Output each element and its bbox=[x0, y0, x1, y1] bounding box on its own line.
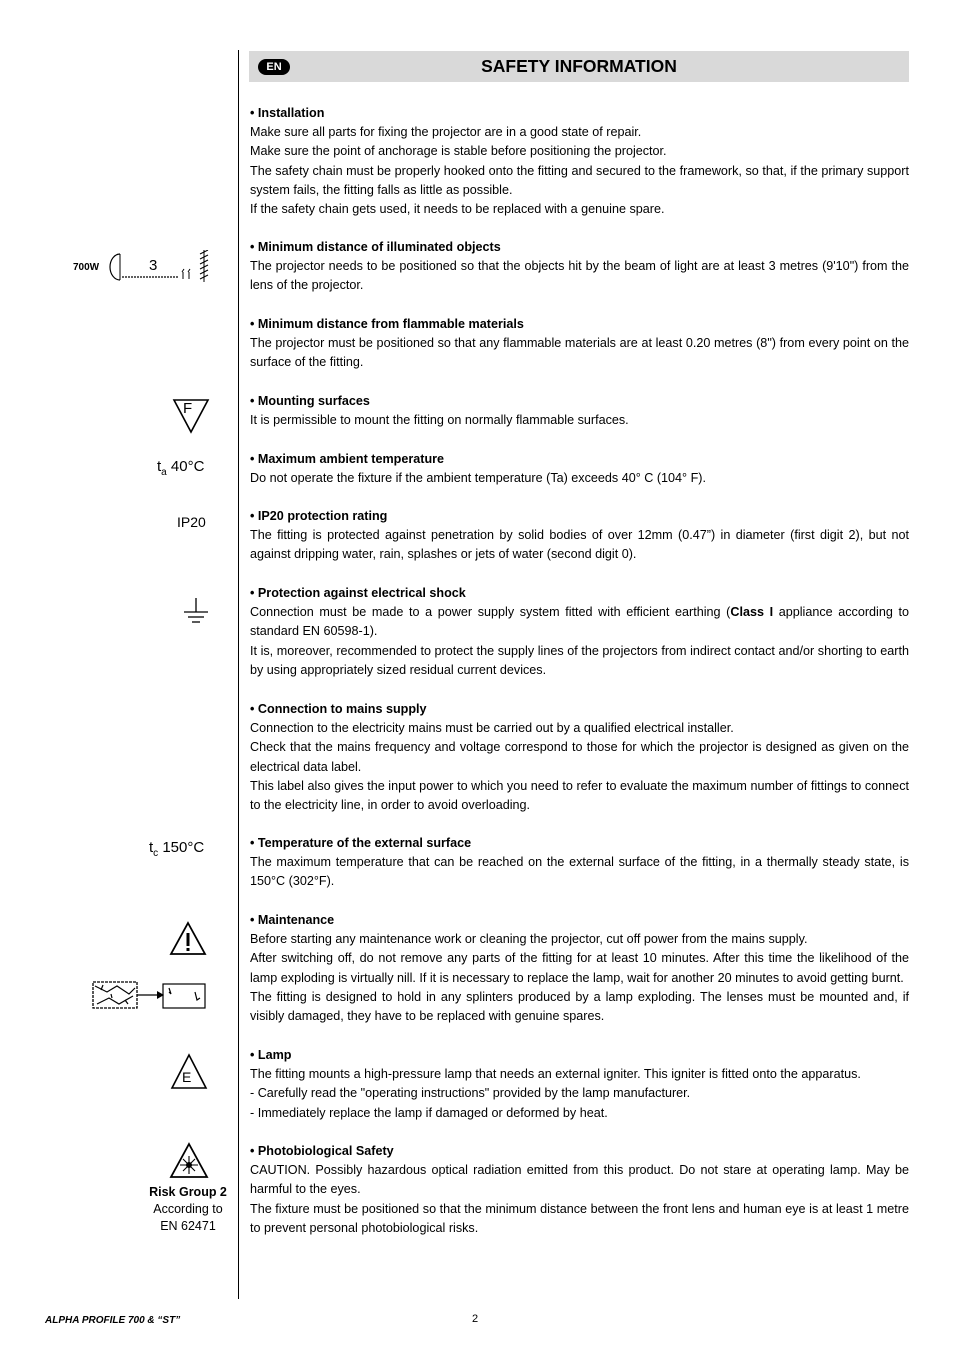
paragraph: The safety chain must be properly hooked onto the fitting and secured to the framework, so that, if the primary support system fails, the fitting falls as little as possible. bbox=[250, 163, 909, 197]
column-divider bbox=[238, 50, 239, 1299]
section-title: • Mounting surfaces bbox=[250, 394, 370, 408]
paragraph: The projector must be positioned so that any flammable materials are at least 0.20 metres (8") from every point on the surface of the fitting. bbox=[250, 336, 909, 370]
paragraph: After switching off, do not remove any parts of the fitting for at least 10 minutes. After this time the likelihood of the lamp exploding is virtually nill. If it is necessary to replace the lamp, wait for another 20 minutes to avoid getting burnt. bbox=[250, 951, 909, 985]
photobiological-icon bbox=[169, 1142, 209, 1180]
ambient-temperature-label bbox=[157, 458, 204, 478]
section-title: • Installation bbox=[250, 106, 325, 120]
paragraph: Make sure the point of anchorage is stable before positioning the projector. bbox=[250, 144, 667, 159]
section-photobiological bbox=[250, 1142, 909, 1238]
surface-temperature-label bbox=[149, 839, 204, 859]
distance-value: 3 bbox=[149, 257, 158, 274]
section-title: • Minimum distance from flammable materials bbox=[250, 317, 524, 331]
distance-icon bbox=[108, 250, 212, 284]
ta-sub: a bbox=[161, 467, 167, 478]
f-letter: F bbox=[183, 400, 193, 417]
section-title: • Photobiological Safety bbox=[250, 1144, 394, 1158]
paragraph: It is, moreover, recommended to protect the supply lines of the projectors from indirect contact and/or shorting to earth by using appropriately sized residual current devices. bbox=[250, 643, 909, 677]
ip-rating-label: IP20 bbox=[177, 514, 206, 530]
tc-sub: c bbox=[153, 848, 159, 859]
paragraph: The maximum temperature that can be reached on the external surface of the fitting, in a thermally steady state, is 150°C (302°F). bbox=[250, 855, 909, 889]
section-mounting-surfaces bbox=[250, 392, 909, 430]
paragraph: - Immediately replace the lamp if damaged or deformed by heat. bbox=[250, 1105, 608, 1120]
paragraph: The projector needs to be positioned so that the objects hit by the beam of light are at least 3 metres (9'10") from the lens of the projector. bbox=[250, 259, 909, 293]
paragraph: Before starting any maintenance work or cleaning the projector, cut off power from the mains supply. bbox=[250, 932, 808, 947]
paragraph: Connection to the electricity mains must be carried out by a qualified electrical installer. bbox=[250, 721, 734, 736]
section-electrical-shock bbox=[250, 584, 909, 680]
section-title: • Lamp bbox=[250, 1048, 292, 1062]
section-maintenance bbox=[250, 911, 909, 1026]
according-to: According to bbox=[153, 1202, 223, 1216]
e-letter: E bbox=[182, 1069, 192, 1085]
section-title: • Protection against electrical shock bbox=[250, 586, 466, 600]
section-illuminated-objects bbox=[250, 238, 909, 296]
class-i-label: Class I bbox=[730, 605, 774, 620]
warning-icon bbox=[169, 921, 207, 957]
paragraph: The fixture must be positioned so that the minimum distance between the front lens and human eye is at least 1 metre to prevent personal photobiological risks. bbox=[250, 1201, 909, 1235]
paragraph: The fitting mounts a high-pressure lamp that needs an external igniter. This igniter is fitted onto the apparatus. bbox=[250, 1067, 861, 1082]
power-label: 700W bbox=[73, 262, 100, 273]
paragraph: Do not operate the fixture if the ambient temperature (Ta) exceeds 40° C (104° F). bbox=[250, 471, 706, 486]
section-external-surface bbox=[250, 834, 909, 892]
section-flammable-materials bbox=[250, 315, 909, 373]
section-title: • Maximum ambient temperature bbox=[250, 452, 445, 466]
paragraph: The fitting is designed to hold in any splinters produced by a lamp exploding. The lenses must be mounted and, if visibly damaged, they have to be replaced with genuine spares. bbox=[250, 989, 909, 1024]
footer-product: ALPHA PROFILE 700 & “ST” bbox=[45, 1315, 181, 1326]
section-mains-supply bbox=[250, 700, 909, 815]
language-badge: EN bbox=[258, 59, 290, 75]
paragraph: Check that the mains frequency and voltage correspond to those for which the projector is designed as given on the electrical data label. bbox=[250, 740, 909, 774]
page-number: 2 bbox=[472, 1313, 479, 1325]
standard-number: EN 62471 bbox=[160, 1219, 216, 1233]
ta-prefix: t bbox=[157, 458, 162, 475]
paragraph bbox=[250, 603, 909, 641]
risk-group-label bbox=[130, 1184, 246, 1235]
lamp-explosion-icon bbox=[89, 978, 207, 1012]
paragraph: Make sure all parts for fixing the projector are in a good state of repair. bbox=[250, 125, 642, 140]
section-installation bbox=[250, 104, 909, 219]
paragraph: This label also gives the input power to which you need to refer to evaluate the maximum number of fittings to connect to the electricity line, in order to avoid overloading. bbox=[250, 778, 909, 813]
paragraph: If the safety chain gets used, it needs to be replaced with a genuine spare. bbox=[250, 202, 665, 217]
section-title: • Minimum distance of illuminated objects bbox=[250, 240, 501, 254]
page-title: SAFETY INFORMATION bbox=[481, 56, 677, 76]
paragraph: The fitting is protected against penetration by solid bodies of over 12mm (0.47”) in diameter (first digit 2), but not against dripping water, rain, splashes or jets of water (second digit 0). bbox=[250, 528, 909, 562]
tc-value: 150°C bbox=[158, 839, 205, 856]
shock-text-after: appliance according to standard EN 60598-1). bbox=[250, 605, 909, 639]
section-title: • IP20 protection rating bbox=[250, 509, 388, 523]
paragraph: - Carefully read the "operating instructions" provided by the lamp manufacturer. bbox=[250, 1086, 691, 1101]
paragraph: CAUTION. Possibly hazardous optical radiation emitted from this product. Do not stare at operating lamp. May be harmful to the eyes. bbox=[250, 1163, 909, 1197]
section-lamp bbox=[250, 1046, 909, 1123]
earth-ground-icon bbox=[183, 598, 209, 626]
shock-text-before: Connection must be made to a power supply system fitted with efficient earthing ( bbox=[250, 605, 731, 620]
section-title: • Temperature of the external surface bbox=[250, 836, 472, 850]
tc-prefix: t bbox=[149, 839, 154, 856]
risk-group: Risk Group 2 bbox=[149, 1185, 227, 1199]
section-title: • Connection to mains supply bbox=[250, 702, 427, 716]
section-ip20 bbox=[250, 507, 909, 565]
paragraph: It is permissible to mount the fitting on normally flammable surfaces. bbox=[250, 413, 629, 428]
section-title: • Maintenance bbox=[250, 913, 335, 927]
ta-value: 40°C bbox=[166, 458, 205, 475]
page-header bbox=[249, 51, 909, 82]
section-ambient-temperature bbox=[250, 450, 909, 488]
